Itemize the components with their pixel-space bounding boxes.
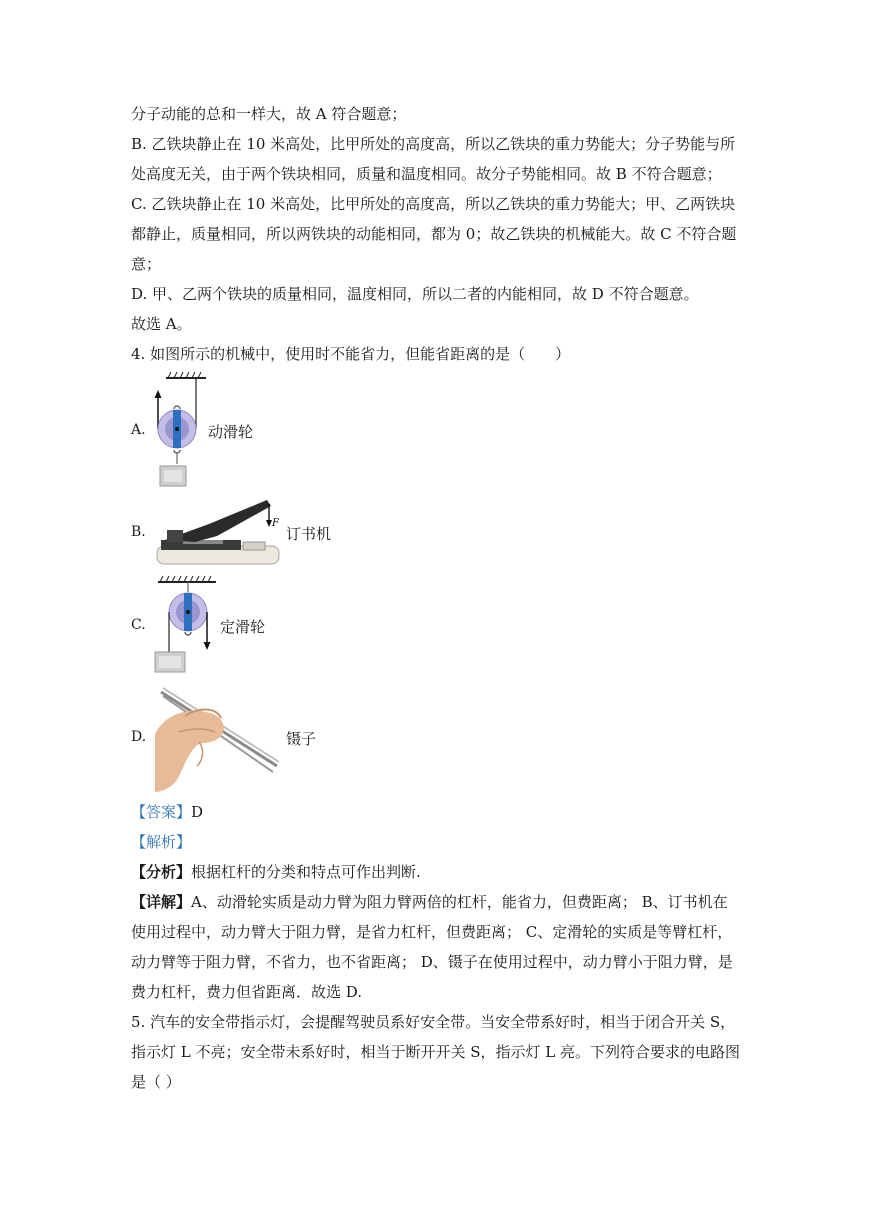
xiangjie-tag: 【详解】 [131, 893, 192, 911]
fixed-pulley-figure [152, 574, 220, 674]
option-c-label: 定滑轮 [220, 618, 266, 636]
text-line: 分子动能的总和一样大，故 A 符合题意； [131, 105, 407, 123]
text-line: D. 甲、乙两个铁块的质量相同，温度相同，所以二者的内能相同，故 D 不符合题意。 [131, 285, 699, 303]
option-b-letter: B. [131, 524, 146, 540]
question-5-line: 是（ ） [131, 1073, 181, 1091]
text-line: 意； [131, 255, 162, 273]
fenxi-tag: 【分析】 [131, 863, 192, 881]
analysis-line [131, 832, 191, 852]
fenxi-line [131, 862, 421, 882]
option-c-letter: C. [131, 617, 146, 633]
answer-value: D [191, 803, 204, 821]
stapler-figure [155, 496, 282, 568]
xiangjie-line [131, 892, 728, 912]
option-a-label: 动滑轮 [208, 423, 254, 441]
xiangjie-text: A、动滑轮实质是动力臂为阻力臂两倍的杠杆，能省力，但费距离； B、订书机在 [191, 893, 728, 911]
option-a-letter: A. [131, 422, 146, 438]
question-5-line: 5. 汽车的安全带指示灯，会提醒驾驶员系好安全带。当安全带系好时，相当于闭合开关 S， [131, 1013, 736, 1031]
option-b-label: 订书机 [286, 525, 332, 543]
analysis-tag: 【解析】 [131, 833, 192, 851]
option-d-letter: D. [131, 729, 147, 745]
answer-tag: 【答案】 [131, 803, 192, 821]
xiangjie-line: 使用过程中，动力臂大于阻力臂，是省力杠杆，但费距离； C、定滑轮的实质是等臂杠杆， [131, 923, 733, 941]
xiangjie-line: 动力臂等于阻力臂，不省力，也不省距离； D、镊子在使用过程中，动力臂小于阻力臂，是 [131, 953, 733, 971]
text-line: 故选 A。 [131, 315, 192, 333]
text-line: 处高度无关，由于两个铁块相同，质量和温度相同。故分子势能相同。故 B 不符合题意； [131, 165, 722, 183]
text-line: B. 乙铁块静止在 10 米高处，比甲所处的高度高，所以乙铁块的重力势能大；分子势能与所 [131, 135, 736, 153]
question-5-line: 指示灯 L 不亮；安全带未系好时，相当于断开开关 S，指示灯 L 亮。下列符合要求的电路图 [131, 1043, 741, 1061]
fenxi-text: 根据杠杆的分类和特点可作出判断. [191, 863, 421, 881]
movable-pulley-figure [152, 372, 208, 490]
option-d-label: 镊子 [286, 730, 317, 748]
force-label: F [272, 518, 279, 529]
answer-line [131, 802, 203, 822]
question-4-stem: 4. 如图所示的机械中，使用时不能省力，但能省距离的是（ ） [131, 345, 571, 363]
text-line: C. 乙铁块静止在 10 米高处，比甲所处的高度高，所以乙铁块的重力势能大；甲、乙两铁块 [131, 195, 736, 213]
xiangjie-line: 费力杠杆，费力但省距离．故选 D. [131, 983, 363, 1001]
text-line: 都静止，质量相同，所以两铁块的动能相同，都为 0；故乙铁块的机械能大。故 C 不符合题 [131, 225, 737, 243]
tweezers-figure [155, 684, 282, 792]
